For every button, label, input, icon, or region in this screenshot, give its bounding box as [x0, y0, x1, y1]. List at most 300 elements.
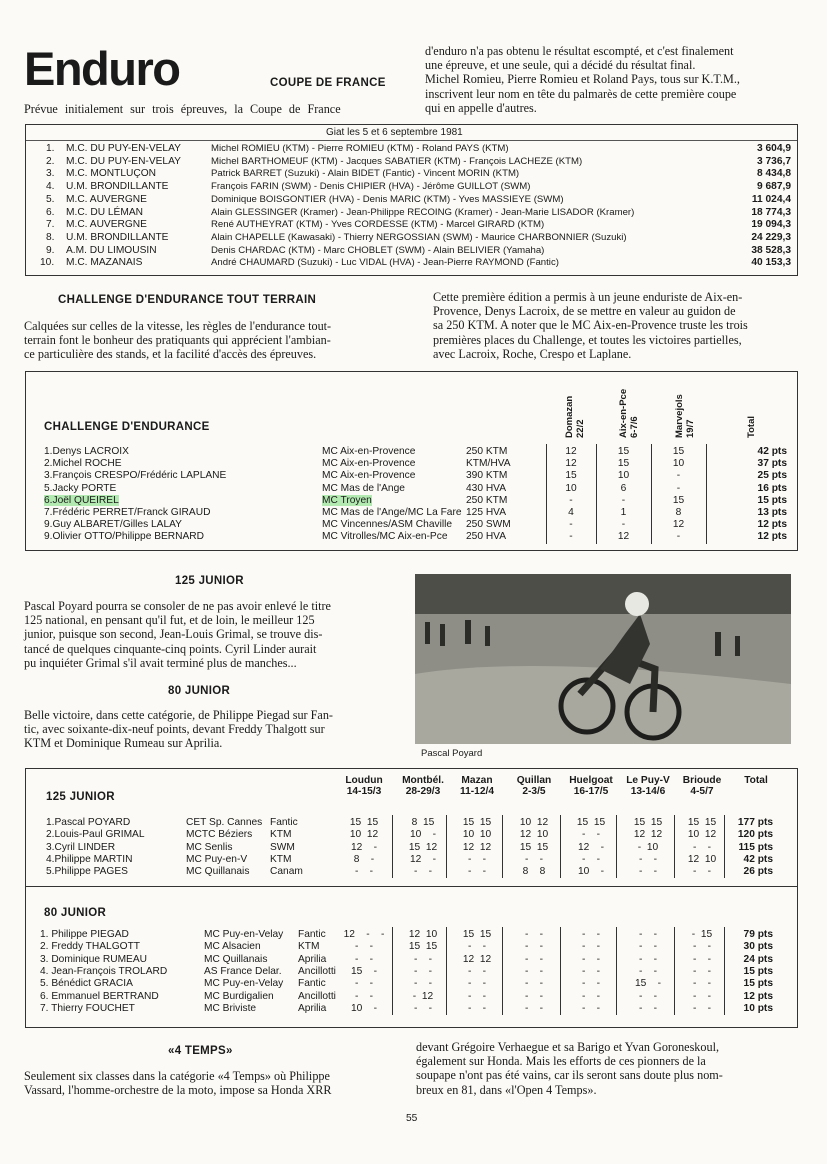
endurance-row: [26, 495, 797, 507]
junior-row: [26, 866, 797, 878]
coupe-table: [25, 124, 798, 276]
col-name: Montbél.: [402, 775, 444, 786]
score: 3 604,9: [757, 143, 791, 154]
col-header: [746, 416, 757, 438]
challenge-right-text: [433, 290, 803, 361]
round: -: [569, 494, 573, 506]
score: 10 12: [349, 829, 379, 841]
col-date: 11-12/4: [460, 786, 494, 797]
col-name: Huelgoat: [569, 775, 613, 786]
bike: 250 KTM: [466, 446, 508, 457]
col-header: [504, 775, 564, 797]
bike: KTM/HVA: [466, 458, 511, 470]
club: MC Senlis: [186, 841, 233, 853]
photo-caption: Pascal Poyard: [421, 748, 483, 759]
column-divider: [446, 927, 447, 1015]
junior125-text: [24, 599, 408, 670]
total: 15 pts: [743, 965, 773, 977]
score: - -: [581, 990, 601, 1002]
round: 10: [565, 482, 577, 494]
score: 18 774,3: [751, 206, 791, 218]
score: - -: [581, 829, 601, 841]
rider: 5. Bénédict GRACIA: [40, 978, 133, 990]
col-header: [564, 396, 586, 438]
coupe-table-caption: Giat les 5 et 6 septembre 1981: [326, 127, 463, 138]
text-line: Calquées sur celles de la vitesse, les règles de l'endurance tout-: [24, 319, 332, 333]
rider: 5.Philippe PAGES: [46, 866, 128, 878]
rank: 5.: [46, 193, 55, 205]
text-line: KTM et Dominique Rumeau sur Aprilia.: [24, 736, 223, 751]
bike: 125 HVA: [466, 507, 507, 518]
col-name: Quillan: [516, 775, 552, 786]
rank: 10.: [40, 257, 55, 269]
text-line: Seulement six classes dans la catégorie «4 Temps» où Philippe: [24, 1069, 330, 1083]
bike: KTM: [298, 941, 320, 953]
riders: Michel ROMIEU (KTM) - Pierre ROMIEU (KTM) - Roland PAYS (KTM): [211, 143, 509, 154]
score: - -: [524, 1002, 544, 1014]
rider: 1.Pascal POYARD: [46, 817, 131, 828]
score: - -: [638, 941, 658, 953]
score: 15 15: [687, 817, 717, 828]
rider: 5.Jacky PORTE: [44, 482, 117, 494]
text-line: une épreuve, et une seule, qui a décidé du résultat final.: [425, 58, 696, 73]
bike: 430 HVA: [466, 482, 507, 494]
score: - -: [692, 1002, 712, 1014]
endurance-row: [26, 458, 797, 470]
score: 15 15: [349, 817, 379, 828]
club: MC Troyen: [322, 494, 372, 506]
t80-title: 80 JUNIOR: [44, 907, 107, 919]
score: - -: [354, 941, 374, 953]
score: - -: [413, 953, 433, 965]
score: - -: [581, 941, 601, 953]
score: - 10: [637, 841, 659, 853]
score: - -: [692, 953, 712, 965]
endurance-row: [26, 507, 797, 519]
junior-row: [26, 829, 797, 841]
intro-right: [425, 44, 795, 115]
club: MC Puy-en-Velay: [204, 929, 284, 940]
riders: Patrick BARRET (Suzuki) - Alain BIDET (Fantic) - Vincent MORIN (KTM): [211, 168, 520, 180]
endurance-table: [25, 371, 798, 551]
total: 177 pts: [737, 817, 773, 828]
rider: 1.Denys LACROIX: [44, 446, 129, 457]
col-header: [394, 775, 452, 797]
rider: 4.Philippe MARTIN: [46, 853, 133, 865]
endurance-table-title: CHALLENGE D'ENDURANCE: [44, 421, 210, 433]
score: - -: [413, 866, 433, 878]
column-divider: [392, 815, 393, 878]
col-header: [618, 775, 678, 797]
column-divider: [446, 815, 447, 878]
text-line: Pascal Poyard pourra se consoler de ne pas avoir enlevé le titre: [24, 599, 331, 613]
bike: 250 HVA: [466, 531, 507, 543]
score: 10 12: [519, 817, 549, 828]
score: - -: [524, 853, 544, 865]
score: - -: [467, 941, 487, 953]
col-name: Loudun: [345, 775, 383, 786]
rider: 6. Emmanuel BERTRAND: [40, 990, 159, 1002]
score: - -: [467, 866, 487, 878]
col-header: [674, 394, 696, 438]
total: 12 pts: [757, 519, 787, 531]
col-date: 4-5/7: [690, 786, 714, 797]
col-date: 16-17/5: [573, 786, 609, 797]
score: 11 024,4: [751, 193, 791, 205]
junior80-text: [24, 708, 408, 751]
score: - -: [524, 941, 544, 953]
rider: 9.Guy ALBARET/Gilles LALAY: [44, 519, 182, 531]
score: 8 15: [411, 817, 435, 828]
bike: Canam: [270, 866, 303, 878]
score: 12 -: [350, 841, 378, 853]
club: MC Briviste: [204, 1002, 257, 1014]
junior-row: [26, 941, 797, 953]
coupe-row: [26, 257, 797, 269]
total: 15 pts: [757, 494, 787, 506]
score: - -: [467, 978, 487, 990]
col-header: [722, 775, 790, 786]
total: 37 pts: [757, 458, 787, 470]
riders: André CHAUMARD (Suzuki) - Luc VIDAL (HVA) - Jean-Pierre RAYMOND (Fantic): [211, 257, 559, 269]
col-date: 6-7/6: [629, 416, 640, 438]
endurance-row: [26, 519, 797, 531]
score: 12 -: [577, 841, 605, 853]
four-temps-right: [416, 1040, 792, 1097]
col-name: Marvejols: [674, 394, 685, 438]
four-temps-left: [24, 1069, 408, 1097]
club: MC Quillanais: [186, 866, 250, 878]
rank: 8.: [46, 231, 55, 243]
score: 12 -: [409, 853, 437, 865]
score: - 12: [412, 990, 434, 1002]
score: 15 -: [634, 978, 662, 990]
text-line: soupape n'ont pas été vains, car ils seront sans doute plus nom-: [416, 1068, 723, 1083]
col-name: Total: [746, 416, 757, 438]
column-divider: [724, 927, 725, 1015]
round: 12: [565, 458, 577, 470]
junior-row: [26, 817, 797, 829]
text-line: terrain font le bonheur des pratiquants qui apprécient l'ambian-: [24, 333, 331, 348]
text-line: Vassard, l'homme-orchestre de la moto, impose sa Honda XRR: [24, 1083, 332, 1098]
score: - -: [354, 990, 374, 1002]
score: - -: [524, 965, 544, 977]
club: MC Aix-en-Provence: [322, 470, 416, 482]
score: 19 094,3: [751, 219, 791, 231]
text-line: qui en appelle d'autres.: [425, 100, 537, 115]
round: 10: [617, 470, 630, 482]
bike: KTM: [270, 853, 292, 865]
riders: François FARIN (SWM) - Denis CHIPIER (HVA) - Jérôme GUILLOT (SWM): [211, 181, 531, 193]
challenge-title: CHALLENGE D'ENDURANCE TOUT TERRAIN: [58, 294, 317, 306]
score: - -: [581, 978, 601, 990]
club: MCTC Béziers: [186, 829, 253, 841]
score: - -: [413, 978, 433, 990]
club: M.C. DU LÉMAN: [66, 206, 143, 218]
rider: 4. Jean-François TROLARD: [40, 965, 168, 977]
bike: Aprilia: [298, 1002, 327, 1014]
score: 15 15: [408, 941, 438, 953]
column-divider: [560, 927, 561, 1015]
riders: Alain GLESSINGER (Kramer) - Jean-Philippe RECOING (Kramer) - Jean-Marie LISADOR (Kramer): [211, 206, 635, 218]
rider: 7.Frédéric PERRET/Franck GIRAUD: [44, 507, 211, 518]
bike: KTM: [270, 829, 292, 841]
bike: Fantic: [298, 929, 326, 940]
text-line: d'enduro n'a pas obtenu le résultat escompté, et c'est finalement: [425, 44, 734, 58]
text-line: tancé de quelques cinquante-cinq points. Cyril Linder aurait: [24, 641, 317, 656]
rider: 2.Louis-Paul GRIMAL: [46, 829, 145, 841]
score: - -: [413, 1002, 433, 1014]
club: MC Puy-en-V: [186, 853, 248, 865]
col-name: Le Puy-V: [626, 775, 670, 786]
challenge-left-text: [24, 319, 382, 362]
score: - -: [581, 953, 601, 965]
score: - -: [638, 990, 658, 1002]
total: 26 pts: [743, 866, 773, 878]
round: -: [676, 531, 681, 543]
total: 42 pts: [757, 446, 787, 457]
junior125-title: 125 JUNIOR: [175, 575, 244, 587]
column-divider: [502, 815, 503, 878]
column-divider: [502, 927, 503, 1015]
coupe-row: [26, 219, 797, 231]
total: 24 pts: [743, 953, 773, 965]
score: - 15: [691, 929, 713, 940]
rider: 2.Michel ROCHE: [44, 458, 122, 470]
coupe-title: COUPE DE FRANCE: [270, 77, 386, 89]
round: -: [621, 519, 626, 531]
rank: 3.: [46, 168, 55, 180]
club: MC Burdigalien: [204, 990, 274, 1002]
score: 15 15: [462, 817, 492, 828]
junior-row: [26, 842, 797, 854]
text-line: 125 national, en pensant qu'il fut, et de loin, le meilleur 125: [24, 613, 315, 628]
score: 24 229,3: [751, 231, 791, 243]
round: 6: [620, 482, 627, 494]
round: 4: [568, 507, 574, 518]
club: M.C. MAZANAIS: [66, 257, 143, 269]
total: 115 pts: [738, 841, 773, 853]
score: - -: [692, 990, 712, 1002]
text-line: sa 250 KTM. A noter que le MC Aix-en-Provence truste les trois: [433, 318, 748, 333]
score: - -: [692, 941, 712, 953]
score: 3 736,7: [757, 155, 791, 167]
round: -: [676, 470, 681, 482]
col-date: 13-14/6: [630, 786, 666, 797]
score: 15 15: [519, 841, 549, 853]
score: - -: [692, 841, 712, 853]
rider: 1. Philippe PIEGAD: [40, 929, 129, 940]
coupe-row: [26, 168, 797, 180]
text-line: ce particulière des stands, et la facilité d'accès des épreuves.: [24, 347, 317, 362]
text-line: breux en 81, dans «l'Open 4 Temps».: [416, 1082, 597, 1097]
round: -: [569, 519, 573, 531]
round: 12: [672, 519, 685, 531]
score: 40 153,3: [751, 257, 791, 269]
text-line: premières places du Challenge, et toutes les victoires partielles,: [433, 332, 742, 347]
text-line: Michel Romieu, Pierre Romieu et Roland Pays, tous sur K.T.M.,: [425, 72, 740, 87]
junior-row: [26, 978, 797, 990]
total: 25 pts: [757, 470, 787, 482]
score: 8 8: [522, 866, 546, 878]
club: MC Aix-en-Provence: [322, 458, 416, 470]
text-line: devant Grégoire Verhaegue et sa Barigo et Yvan Goroneskoul,: [416, 1040, 720, 1054]
text-line: tic, avec soixante-dix-neuf points, devant Freddy Thalgott sur: [24, 722, 325, 737]
round: 12: [617, 531, 630, 543]
club: CET Sp. Cannes: [186, 817, 263, 828]
score: - -: [692, 978, 712, 990]
column-divider: [616, 927, 617, 1015]
score: - -: [638, 929, 658, 940]
coupe-row: [26, 232, 797, 244]
column-divider: [392, 927, 393, 1015]
col-name: Mazan: [461, 775, 493, 786]
score: 10 -: [350, 1002, 378, 1014]
score: 15 15: [576, 817, 606, 828]
round: 10: [672, 458, 685, 470]
score: - -: [581, 1002, 601, 1014]
col-name: Aix-en-Pce: [618, 388, 629, 438]
col-header: [560, 775, 622, 797]
junior-row: [26, 1003, 797, 1015]
col-header: [618, 389, 640, 438]
score: - -: [581, 853, 601, 865]
bike: 250 KTM: [466, 494, 508, 506]
total: 30 pts: [743, 941, 773, 953]
score: 10 12: [687, 829, 717, 841]
endurance-row: [26, 470, 797, 482]
club: U.M. BRONDILLANTE: [66, 181, 169, 193]
club: MC Vitrolles/MC Aix-en-Pce: [322, 531, 448, 543]
junior-row: [26, 966, 797, 978]
rank: 9.: [46, 244, 55, 256]
club: MC Aix-en-Provence: [322, 446, 416, 457]
column-divider: [616, 815, 617, 878]
bike: Ancillotti: [298, 990, 336, 1002]
score: - -: [413, 965, 433, 977]
score: - -: [524, 929, 544, 940]
col-date: 19/7: [685, 419, 696, 438]
rider: 6.Joël QUEIREL: [44, 494, 119, 506]
score: - -: [524, 990, 544, 1002]
score: - -: [354, 866, 374, 878]
junior-row: [26, 954, 797, 966]
coupe-row: [26, 245, 797, 257]
col-name: Total: [744, 775, 768, 786]
score: - -: [638, 866, 658, 878]
score: - -: [467, 1002, 487, 1014]
score: 8 -: [353, 853, 375, 865]
round: 15: [617, 446, 630, 457]
col-date: 14-15/3: [346, 786, 382, 797]
club: MC Alsacien: [204, 941, 261, 953]
score: 12 - -: [343, 929, 385, 940]
round: 15: [672, 494, 685, 506]
col-name: Brioude: [682, 775, 722, 786]
rider: 3.François CRESPO/Frédéric LAPLANE: [44, 470, 227, 482]
rider: 7. Thierry FOUCHET: [40, 1002, 135, 1014]
round: 15: [617, 458, 630, 470]
score: 10 -: [577, 866, 605, 878]
coupe-row: [26, 207, 797, 219]
text-line: junior, puisque son second, Jean-Louis Grimal, se trouve dis-: [24, 627, 323, 642]
score: 12 10: [519, 829, 549, 841]
score: - -: [581, 929, 601, 940]
round: -: [621, 494, 626, 506]
score: - -: [354, 953, 374, 965]
bike: 250 SWM: [466, 519, 511, 531]
riders: Michel BARTHOMEUF (KTM) - Jacques SABATIER (KTM) - François LACHEZE (KTM): [211, 155, 583, 167]
score: 38 528,3: [751, 244, 791, 256]
col-date: 22/2: [575, 419, 586, 438]
junior-row: [26, 991, 797, 1003]
text-line: Cette première édition a permis à un jeune enduriste de Aix-en-: [433, 290, 743, 304]
score: 12 12: [633, 829, 663, 841]
endurance-row: [26, 446, 797, 458]
text-line: pu inquiéter Grimal s'il avait terminé plus de manches...: [24, 655, 297, 670]
score: - -: [638, 853, 658, 865]
total: 10 pts: [743, 1002, 773, 1014]
text-line: Provence, Denys Lacroix, de se mettre en valeur au guidon de: [433, 304, 736, 319]
riders: Denis CHARDAC (KTM) - Marc CHOBLET (SWM) - Alain BELIVIER (Yamaha): [211, 244, 545, 256]
club: MC Quillanais: [204, 953, 268, 965]
t125-title: 125 JUNIOR: [46, 791, 115, 803]
col-header: [446, 775, 508, 797]
club: MC Vincennes/ASM Chaville: [322, 519, 453, 531]
score: 12 12: [462, 841, 492, 853]
coupe-row: [26, 181, 797, 193]
page-number: 55: [406, 1113, 418, 1124]
page-title: Enduro: [24, 42, 180, 95]
text-line: inscrivent leur nom en tête du palmarès de cette première coupe: [425, 86, 737, 101]
bike: Fantic: [270, 817, 298, 828]
score: 15 15: [633, 817, 663, 828]
club: A.M. DU LIMOUSIN: [66, 244, 157, 256]
col-date: 2-3/5: [522, 786, 546, 797]
club: M.C. AUVERGNE: [66, 219, 147, 231]
score: - -: [524, 953, 544, 965]
total: 15 pts: [743, 978, 773, 990]
riders: Alain CHAPELLE (Kawasaki) - Thierry NERGOSSIAN (SWM) - Maurice CHARBONNIER (Suzuki): [211, 231, 627, 243]
column-divider: [674, 815, 675, 878]
riders: René AUTHEYRAT (KTM) - Yves CORDESSE (KTM) - Marcel GIRARD (KTM): [211, 219, 545, 231]
bike: Ancillotti: [298, 965, 336, 977]
round: -: [676, 482, 681, 494]
score: - -: [467, 990, 487, 1002]
score: - -: [467, 853, 487, 865]
col-header: [332, 775, 396, 797]
rank: 4.: [46, 181, 55, 193]
coupe-row: [26, 143, 797, 155]
col-name: Domazan: [564, 395, 575, 438]
total: 42 pts: [743, 853, 773, 865]
riders: Dominique BOISGONTIER (HVA) - Denis MARIC (KTM) - Yves MASSIEYE (SWM): [211, 193, 564, 205]
round: 12: [565, 446, 577, 457]
club: MC Mas de l'Ange: [322, 482, 405, 494]
score: 15 12: [408, 841, 438, 853]
club: MC Mas de l'Ange/MC La Fare: [322, 507, 462, 518]
junior-table: [25, 768, 798, 1028]
club: M.C. DU PUY-EN-VELAY: [66, 155, 181, 167]
score: - -: [638, 953, 658, 965]
intro-left: Prévue initialement sur trois épreuves, la Coupe de France: [24, 102, 341, 116]
bike: SWM: [270, 841, 295, 853]
coupe-row: [26, 156, 797, 168]
rank: 7.: [46, 219, 55, 231]
score: 10 10: [462, 829, 492, 841]
score: 15 15: [462, 929, 492, 940]
round: 15: [565, 470, 577, 482]
